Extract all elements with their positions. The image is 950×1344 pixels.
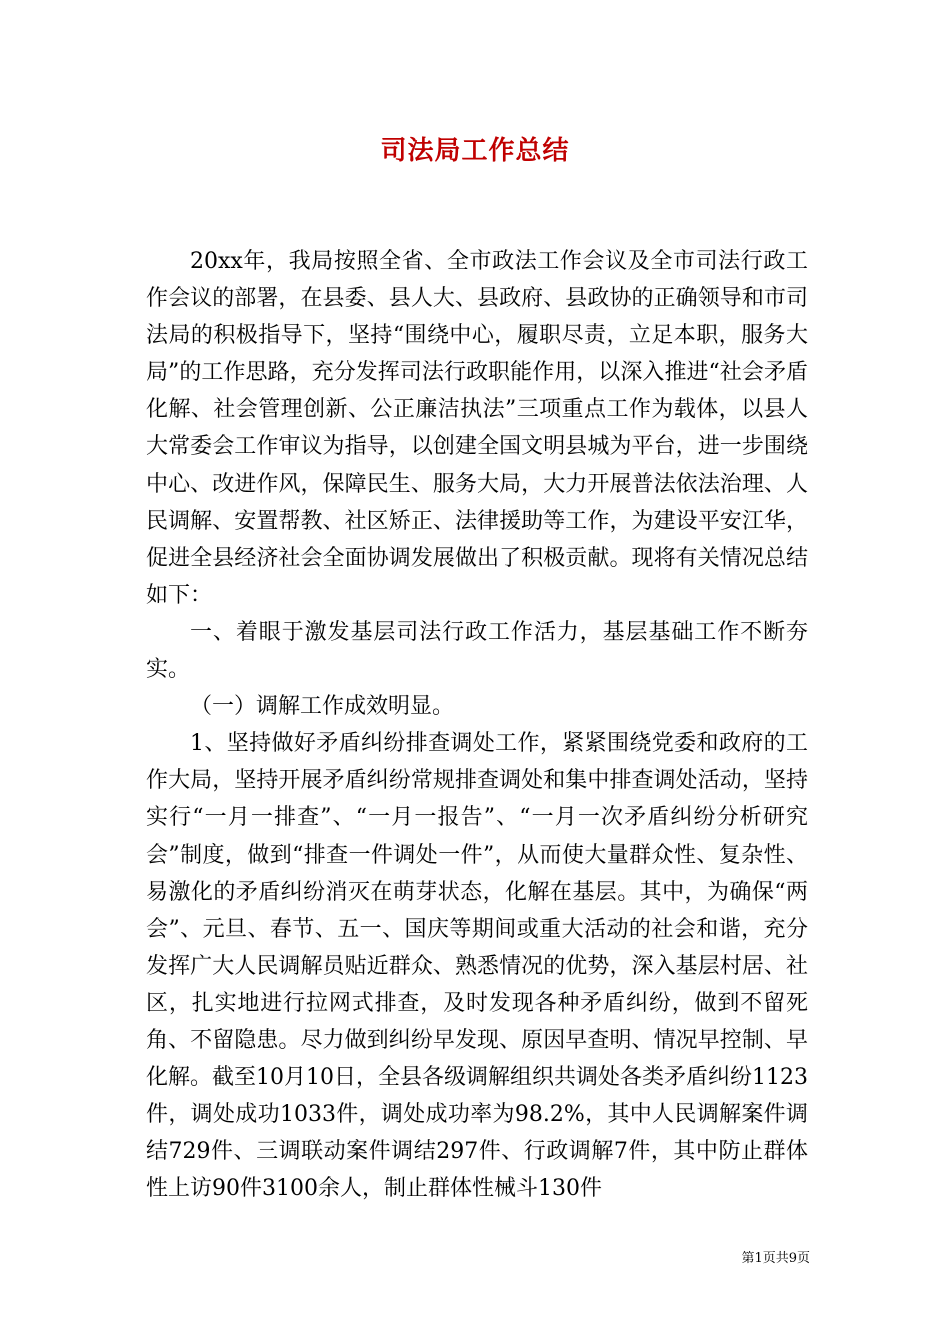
document-title: 司法局工作总结: [380, 136, 570, 166]
paragraph-subsection-heading: （一）调解工作成效明显。: [190, 694, 455, 720]
page-number: 第1页共9页: [741, 1251, 810, 1266]
paragraph-intro: 20xx年，我局按照全省、全市政法工作会议及全市司法行政工作会议的部署，在县委、县人大、县政府、县政协的正确领导和市司法局的积极指导下，坚持“围绕中心，履职尽责，立足本职，服务大局”的工作思路，充分发挥司法行政职能作用，以深入推进“社会矛盾化解、社会管理创新、公正廉洁执法”三项重点工作为载体，以县人大常委会工作审议为指导，以创建全国文明县城为平台，进一步围绕中心、改进作风，保障民生、服务大局，大力开展普法依法治理、人民调解、安置帮教、社区矫正、法律援助等工作，为建设平安江华，促进全县经济社会全面协调发展做出了积极贡献。现将有关情况总结如下：: [146, 249, 808, 608]
document-body: [146, 243, 808, 1207]
paragraph-section-heading: 一、着眼于激发基层司法行政工作活力，基层基础工作不断夯实。: [146, 619, 808, 683]
paragraph-mediation-details: 1、坚持做好矛盾纠纷排查调处工作，紧紧围绕党委和政府的工作大局，坚持开展矛盾纠纷常规排查调处和集中排查调处活动，坚持实行“一月一排查”、“一月一报告”、“一月一次矛盾纠纷分析研究会”制度，做到“排查一件调处一件”，从而使大量群众性、复杂性、易激化的矛盾纠纷消灭在萌芽状态，化解在基层。其中，为确保“两会”、元旦、春节、五一、国庆等期间或重大活动的社会和谐，充分发挥广大人民调解员贴近群众、熟悉情况的优势，深入基层村居、社区，扎实地进行拉网式排查，及时发现各种矛盾纠纷，做到不留死角、不留隐患。尽力做到纠纷早发现、原因早查明、情况早控制、早化解。截至10月10日，全县各级调解组织共调处各类矛盾纠纷1123件，调处成功1033件，调处成功率为98.2%，其中人民调解案件调结729件、三调联动案件调结297件、行政调解7件，其中防止群体性上访90件3100余人，制止群体性械斗130件: [146, 731, 808, 1202]
